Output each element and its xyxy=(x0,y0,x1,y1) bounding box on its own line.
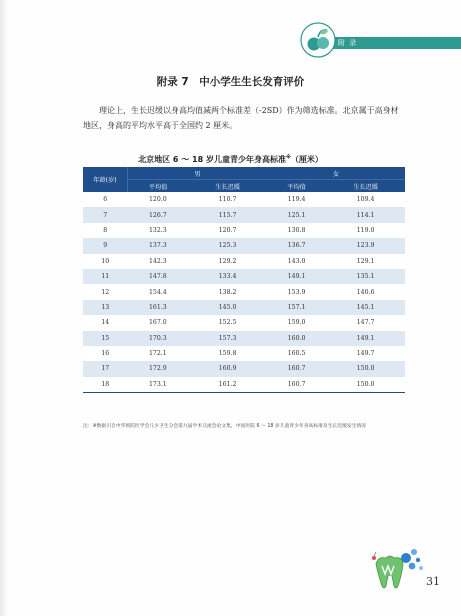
cell-male-mean: 170.3 xyxy=(128,331,189,346)
table-row xyxy=(83,315,405,330)
cell-female-mean: 159.0 xyxy=(267,315,326,330)
cell-male-mean: 167.0 xyxy=(128,315,189,330)
cell-female-stunting: 149.1 xyxy=(326,331,405,346)
cell-female-mean: 149.1 xyxy=(267,269,326,284)
cell-male-stunting: 159.8 xyxy=(188,346,267,361)
cell-age: 13 xyxy=(83,300,128,315)
cell-female-stunting: 150.0 xyxy=(326,361,405,376)
header-label: 附 录 xyxy=(338,39,358,47)
cell-age: 9 xyxy=(83,238,128,253)
cell-male-mean: 142.3 xyxy=(128,254,189,269)
cell-female-mean: 160.7 xyxy=(267,377,326,393)
column-header-female-stunting: 生长迟缓 xyxy=(326,180,405,193)
cell-female-mean: 125.1 xyxy=(267,207,326,222)
cell-female-mean: 160.7 xyxy=(267,361,326,376)
height-standard-table xyxy=(83,167,405,393)
cell-male-stunting: 125.3 xyxy=(188,238,267,253)
cell-male-mean: 172.1 xyxy=(128,346,189,361)
cell-male-mean: 120.0 xyxy=(128,192,189,207)
cell-female-stunting: 114.1 xyxy=(326,207,405,222)
column-header-age: 年龄(岁) xyxy=(83,167,128,192)
cell-male-mean: 173.1 xyxy=(128,377,189,393)
table-row xyxy=(83,192,405,207)
table-row xyxy=(83,223,405,238)
cell-male-stunting: 133.4 xyxy=(188,269,267,284)
cell-female-stunting: 129.1 xyxy=(326,254,405,269)
cell-female-stunting: 147.7 xyxy=(326,315,405,330)
cell-male-stunting: 115.7 xyxy=(188,207,267,222)
table-row xyxy=(83,284,405,299)
cell-male-mean: 154.4 xyxy=(128,284,189,299)
cell-male-mean: 126.7 xyxy=(128,207,189,222)
column-header-male-stunting: 生长迟缓 xyxy=(188,180,267,193)
table-row xyxy=(83,269,405,284)
cell-female-mean: 119.4 xyxy=(267,192,326,207)
cell-age: 12 xyxy=(83,284,128,299)
cell-age: 14 xyxy=(83,315,128,330)
cell-age: 7 xyxy=(83,207,128,222)
section-title: 附录 7 中小学生生长发育评价 xyxy=(156,76,305,88)
cell-female-stunting: 109.4 xyxy=(326,192,405,207)
cell-male-stunting: 138.2 xyxy=(188,284,267,299)
cell-female-stunting: 150.0 xyxy=(326,377,405,393)
column-header-male: 男 xyxy=(128,167,268,180)
cell-male-stunting: 120.7 xyxy=(188,223,267,238)
cell-male-mean: 172.9 xyxy=(128,361,189,376)
table-row xyxy=(83,300,405,315)
cell-female-mean: 153.9 xyxy=(267,284,326,299)
cell-male-stunting: 129.2 xyxy=(188,254,267,269)
cell-age: 18 xyxy=(83,377,128,393)
table-row xyxy=(83,331,405,346)
cell-age: 10 xyxy=(83,254,128,269)
table-footnote: 注：※数据引自中华预防医学会儿少卫生分会第九届学术交流会论文集，中国医院 6 ～ 18 岁儿童青少年身高标准及生长迟缓发生情况 xyxy=(83,424,367,429)
table-row xyxy=(83,207,405,222)
table-title xyxy=(0,154,461,165)
cell-male-mean: 161.3 xyxy=(128,300,189,315)
table-row xyxy=(83,346,405,361)
cell-male-stunting: 161.2 xyxy=(188,377,267,393)
cell-female-stunting: 135.1 xyxy=(326,269,405,284)
intro-paragraph: 理论上，生长迟缓以身高均值减两个标准差（-2SD）作为筛选标准。北京属于高身材地区，身高的平均水平高于全国约 2 厘米。 xyxy=(83,106,399,130)
cell-age: 8 xyxy=(83,223,128,238)
cell-male-mean: 147.8 xyxy=(128,269,189,284)
cell-male-stunting: 157.3 xyxy=(188,331,267,346)
page-number: 31 xyxy=(426,575,440,588)
apple-logo-icon xyxy=(300,22,336,58)
column-header-male-mean: 平均值 xyxy=(128,180,189,193)
cell-male-mean: 137.3 xyxy=(128,238,189,253)
table-row xyxy=(83,254,405,269)
tooth-bubbles-decoration-icon xyxy=(368,546,428,596)
cell-age: 6 xyxy=(83,192,128,207)
cell-female-mean: 160.5 xyxy=(267,346,326,361)
cell-female-stunting: 119.0 xyxy=(326,223,405,238)
table-row xyxy=(83,238,405,253)
cell-female-mean: 130.8 xyxy=(267,223,326,238)
table-row xyxy=(83,361,405,376)
cell-female-mean: 143.0 xyxy=(267,254,326,269)
cell-female-stunting: 145.1 xyxy=(326,300,405,315)
table-row xyxy=(83,377,405,393)
cell-female-stunting: 140.6 xyxy=(326,284,405,299)
table-title-text: 北京地区 6 ～ 18 岁儿童青少年身高标准 xyxy=(138,155,286,164)
column-header-female: 女 xyxy=(267,167,405,180)
table-title-mark: ※ xyxy=(285,154,291,161)
column-header-female-mean: 平均值 xyxy=(267,180,326,193)
cell-female-stunting: 123.9 xyxy=(326,238,405,253)
cell-male-stunting: 145.0 xyxy=(188,300,267,315)
cell-age: 15 xyxy=(83,331,128,346)
cell-female-mean: 157.1 xyxy=(267,300,326,315)
table-title-unit: （厘米） xyxy=(290,155,323,164)
cell-male-mean: 132.3 xyxy=(128,223,189,238)
cell-male-stunting: 152.5 xyxy=(188,315,267,330)
cell-female-mean: 160.0 xyxy=(267,331,326,346)
cell-age: 11 xyxy=(83,269,128,284)
cell-male-stunting: 160.9 xyxy=(188,361,267,376)
page-gutter-shadow xyxy=(0,0,8,616)
cell-female-mean: 136.7 xyxy=(267,238,326,253)
cell-age: 17 xyxy=(83,361,128,376)
cell-age: 16 xyxy=(83,346,128,361)
cell-male-stunting: 110.7 xyxy=(188,192,267,207)
cell-female-stunting: 149.7 xyxy=(326,346,405,361)
